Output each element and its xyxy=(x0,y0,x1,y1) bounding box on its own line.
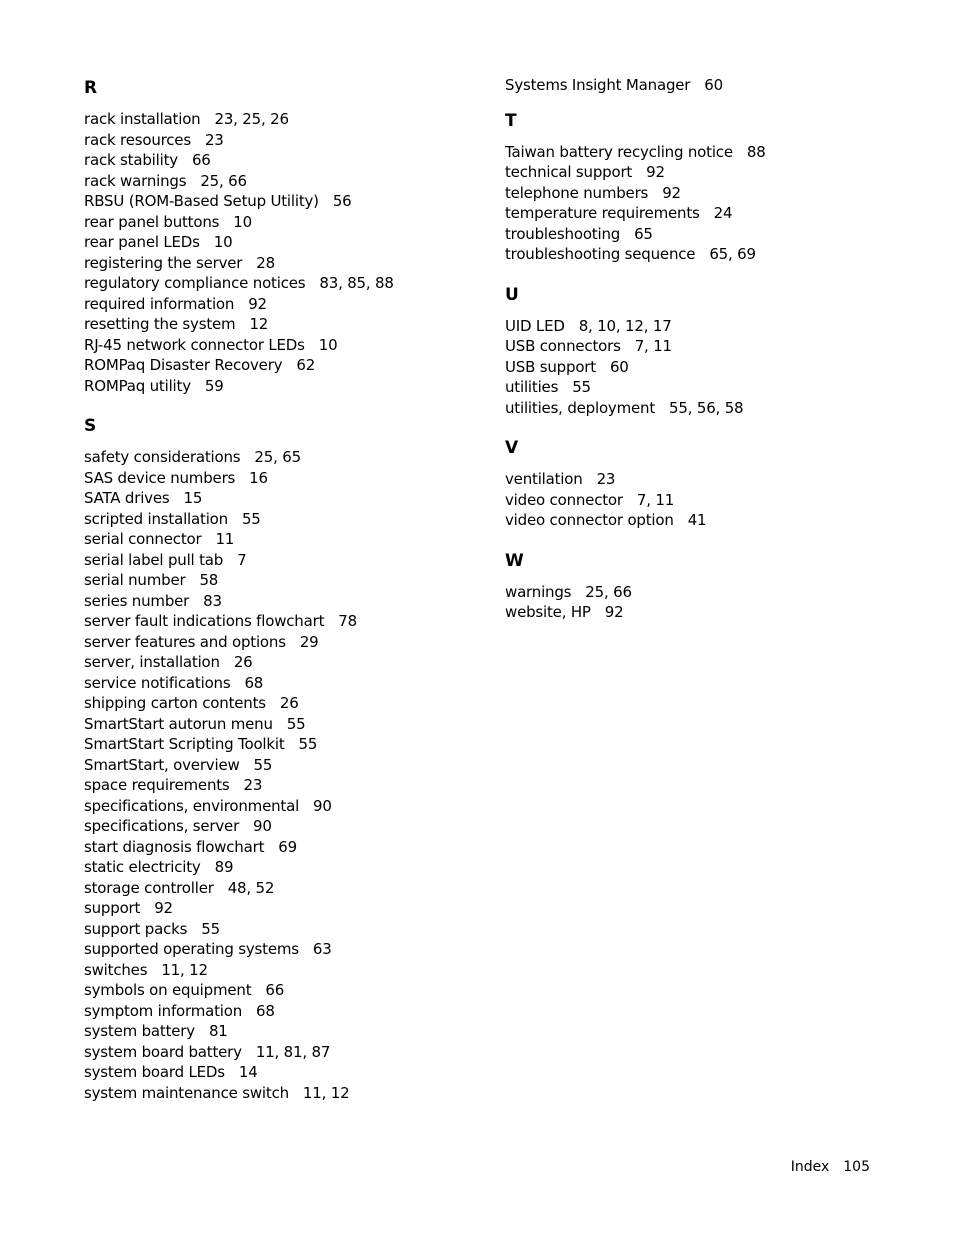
index-entry xyxy=(84,355,484,376)
index-term: space requirements xyxy=(84,776,230,794)
index-entry xyxy=(84,1001,484,1022)
index-entry xyxy=(84,335,484,356)
index-term: system board battery xyxy=(84,1042,242,1061)
index-section xyxy=(84,413,484,1103)
index-entry xyxy=(84,816,484,837)
index-pages: 12 xyxy=(249,315,269,333)
index-entry xyxy=(84,960,484,981)
index-pages: 14 xyxy=(238,1063,258,1081)
index-pages: 60 xyxy=(704,76,723,94)
index-pages: 68 xyxy=(256,1001,275,1020)
index-pages: 68 xyxy=(244,673,264,692)
index-pages: 11, 81, 87 xyxy=(255,1042,331,1061)
index-term: warnings xyxy=(505,582,572,601)
index-entry xyxy=(84,529,484,550)
index-entry xyxy=(84,837,484,858)
index-term: Systems Insight Manager xyxy=(505,76,691,94)
index-section xyxy=(505,435,905,531)
index-pages: 63 xyxy=(312,940,332,958)
index-term: rear panel LEDs xyxy=(84,233,200,251)
index-entry xyxy=(84,734,484,755)
index-pages: 69 xyxy=(278,837,297,856)
index-pages: 90 xyxy=(253,817,272,835)
right-column xyxy=(505,75,905,640)
index-pages: 48, 52 xyxy=(227,878,275,897)
index-pages: 55 xyxy=(253,755,273,774)
index-term: RBSU (ROM-Based Setup Utility) xyxy=(84,192,319,210)
index-term: serial label pull tab xyxy=(84,550,224,569)
index-term: telephone numbers xyxy=(505,183,649,202)
index-term: serial connector xyxy=(84,530,202,548)
index-entry xyxy=(84,775,484,796)
index-pages: 23 xyxy=(596,470,616,488)
index-pages: 56 xyxy=(332,192,352,210)
index-pages: 7, 11 xyxy=(634,337,672,355)
index-term: service notifications xyxy=(84,673,231,692)
continued-entries xyxy=(505,75,905,96)
index-entry xyxy=(84,1062,484,1083)
index-entry xyxy=(84,314,484,335)
index-entry xyxy=(84,468,484,489)
index-term: symbols on equipment xyxy=(84,981,252,999)
index-term: ventilation xyxy=(505,470,583,488)
index-entry xyxy=(84,673,484,694)
index-pages: 83, 85, 88 xyxy=(319,274,394,292)
index-term: utilities xyxy=(505,378,559,396)
index-pages: 81 xyxy=(208,1022,228,1040)
index-pages: 58 xyxy=(199,571,219,589)
section-letter: U xyxy=(505,284,519,305)
index-entry xyxy=(84,714,484,735)
page-number: 105 xyxy=(843,1159,870,1175)
section-letter: W xyxy=(505,550,524,571)
index-term: UID LED xyxy=(505,316,565,335)
index-term: required information xyxy=(84,294,235,313)
index-entry xyxy=(84,1083,484,1104)
index-entry xyxy=(505,316,905,337)
index-pages: 78 xyxy=(338,612,357,630)
index-term: SATA drives xyxy=(84,489,170,507)
index-term: video connector option xyxy=(505,511,674,529)
index-pages: 7, 11 xyxy=(636,490,675,509)
index-entry xyxy=(84,693,484,714)
index-term: ROMPaq utility xyxy=(84,376,191,395)
index-pages: 23, 25, 26 xyxy=(214,110,289,128)
index-term: SAS device numbers xyxy=(84,468,236,487)
index-term: Taiwan battery recycling notice xyxy=(505,142,733,161)
index-term: troubleshooting xyxy=(505,224,621,243)
index-term: storage controller xyxy=(84,878,214,897)
index-term: start diagnosis flowchart xyxy=(84,837,265,856)
page-footer xyxy=(791,1158,870,1176)
index-entry xyxy=(505,510,905,531)
index-pages: 92 xyxy=(662,183,681,202)
index-pages: 55 xyxy=(286,714,306,733)
index-term: series number xyxy=(84,591,190,610)
index-term: supported operating systems xyxy=(84,940,299,958)
index-entry xyxy=(505,224,905,245)
index-pages: 66 xyxy=(191,151,211,169)
index-term: website, HP xyxy=(505,603,591,621)
index-term: SmartStart autorun menu xyxy=(84,714,273,733)
index-entry xyxy=(84,755,484,776)
index-entry xyxy=(505,377,905,398)
index-entry xyxy=(84,232,484,253)
index-pages: 92 xyxy=(154,899,173,917)
index-term: rear panel buttons xyxy=(84,212,220,231)
index-term: system battery xyxy=(84,1022,195,1040)
index-pages: 59 xyxy=(204,376,224,395)
index-entry xyxy=(84,550,484,571)
index-entry xyxy=(84,212,484,233)
index-entry xyxy=(84,796,484,817)
index-pages: 15 xyxy=(183,489,203,507)
index-pages: 29 xyxy=(299,632,319,651)
index-pages: 26 xyxy=(233,653,253,671)
index-entry xyxy=(505,142,905,163)
index-term: specifications, server xyxy=(84,817,240,835)
index-term: SmartStart, overview xyxy=(84,755,240,774)
index-term: server features and options xyxy=(84,632,286,651)
index-pages: 83 xyxy=(203,591,222,610)
entry-list xyxy=(505,316,905,419)
index-term: rack resources xyxy=(84,130,191,149)
index-term: resetting the system xyxy=(84,315,236,333)
index-term: safety considerations xyxy=(84,448,241,466)
index-term: switches xyxy=(84,960,148,979)
index-term: server fault indications flowchart xyxy=(84,612,325,630)
index-entry xyxy=(84,273,484,294)
footer-label: Index xyxy=(790,1159,830,1175)
index-entry xyxy=(84,1021,484,1042)
index-term: troubleshooting sequence xyxy=(505,245,696,263)
index-entry xyxy=(84,150,484,171)
index-entry xyxy=(84,509,484,530)
section-letter: T xyxy=(505,110,517,131)
index-pages: 23 xyxy=(243,776,263,794)
index-pages: 55 xyxy=(572,378,591,396)
index-entry xyxy=(84,191,484,212)
index-term: temperature requirements xyxy=(505,204,700,222)
index-entry xyxy=(84,878,484,899)
entry-list xyxy=(84,447,484,1103)
index-pages: 90 xyxy=(313,796,332,815)
index-entry xyxy=(505,183,905,204)
index-entry xyxy=(84,447,484,468)
index-entry xyxy=(84,632,484,653)
index-term: system board LEDs xyxy=(84,1063,225,1081)
index-term: system maintenance switch xyxy=(84,1083,289,1102)
index-term: specifications, environmental xyxy=(84,796,300,815)
index-pages: 65 xyxy=(634,224,653,243)
index-entry xyxy=(505,244,905,265)
index-term: rack installation xyxy=(84,110,201,128)
index-term: support xyxy=(84,899,141,917)
index-entry xyxy=(84,652,484,673)
index-entry xyxy=(505,75,905,96)
index-term: rack stability xyxy=(84,151,178,169)
index-pages: 8, 10, 12, 17 xyxy=(578,316,672,335)
index-pages: 24 xyxy=(713,204,733,222)
index-pages: 25, 66 xyxy=(585,582,632,601)
index-pages: 26 xyxy=(279,694,299,712)
index-pages: 10 xyxy=(318,335,338,354)
index-pages: 55 xyxy=(298,735,318,753)
index-entry xyxy=(505,602,905,623)
index-pages: 92 xyxy=(646,163,665,181)
index-entry xyxy=(505,336,905,357)
index-term: shipping carton contents xyxy=(84,694,266,712)
index-entry xyxy=(505,203,905,224)
index-term: support packs xyxy=(84,919,188,938)
index-term: ROMPaq Disaster Recovery xyxy=(84,356,283,374)
index-pages: 25, 66 xyxy=(200,171,247,190)
index-entry xyxy=(84,591,484,612)
index-pages: 7 xyxy=(237,550,247,569)
index-pages: 10 xyxy=(233,212,252,231)
index-term: utilities, deployment xyxy=(505,398,656,417)
entry-list xyxy=(84,109,484,396)
index-pages: 62 xyxy=(296,356,316,374)
index-section xyxy=(84,75,484,396)
index-entry xyxy=(505,490,905,511)
entry-list xyxy=(505,469,905,531)
index-pages: 16 xyxy=(249,468,268,487)
index-term: RJ-45 network connector LEDs xyxy=(84,335,305,354)
index-pages: 92 xyxy=(604,603,624,621)
index-term: USB support xyxy=(505,357,596,376)
index-term: regulatory compliance notices xyxy=(84,274,306,292)
index-entry xyxy=(505,582,905,603)
index-entry xyxy=(505,469,905,490)
index-pages: 92 xyxy=(248,294,267,313)
index-term: symptom information xyxy=(84,1001,243,1020)
index-entry xyxy=(84,130,484,151)
index-section xyxy=(505,282,905,419)
index-pages: 10 xyxy=(213,233,233,251)
index-section xyxy=(505,108,905,265)
index-pages: 65, 69 xyxy=(709,245,756,263)
index-pages: 60 xyxy=(609,357,629,376)
index-term: USB connectors xyxy=(505,337,621,355)
section-letter: V xyxy=(505,438,519,458)
index-pages: 11 xyxy=(215,530,235,548)
index-entry xyxy=(84,857,484,878)
index-entry xyxy=(84,171,484,192)
index-pages: 88 xyxy=(746,142,766,161)
index-entry xyxy=(84,980,484,1001)
index-entry xyxy=(84,570,484,591)
index-term: scripted installation xyxy=(84,509,228,528)
index-entry xyxy=(84,376,484,397)
index-entry xyxy=(84,919,484,940)
index-pages: 11, 12 xyxy=(161,960,208,979)
index-pages: 55 xyxy=(241,509,261,528)
section-letter: R xyxy=(84,78,98,98)
index-entry xyxy=(505,398,905,419)
right-sections xyxy=(505,108,905,623)
index-term: serial number xyxy=(84,571,186,589)
entry-list xyxy=(505,142,905,265)
index-pages: 66 xyxy=(265,981,285,999)
index-term: rack warnings xyxy=(84,171,187,190)
entry-list xyxy=(505,582,905,623)
index-pages: 11, 12 xyxy=(302,1083,350,1102)
index-entry xyxy=(84,898,484,919)
index-term: video connector xyxy=(505,490,623,509)
index-term: SmartStart Scripting Toolkit xyxy=(84,735,285,753)
index-entry xyxy=(505,162,905,183)
index-entry xyxy=(84,294,484,315)
index-section xyxy=(505,548,905,623)
index-term: server, installation xyxy=(84,653,220,671)
section-letter: S xyxy=(84,416,97,436)
index-pages: 55, 56, 58 xyxy=(669,398,744,417)
index-term: registering the server xyxy=(84,253,243,272)
index-term: static electricity xyxy=(84,858,201,876)
index-pages: 41 xyxy=(687,511,707,529)
index-pages: 23 xyxy=(204,130,224,149)
index-pages: 55 xyxy=(201,919,220,938)
index-entry xyxy=(84,488,484,509)
left-column xyxy=(84,75,484,1120)
index-pages: 89 xyxy=(214,858,234,876)
index-entry xyxy=(505,357,905,378)
index-entry xyxy=(84,109,484,130)
index-entry xyxy=(84,1042,484,1063)
index-pages: 28 xyxy=(256,253,275,272)
index-entry xyxy=(84,939,484,960)
index-entry xyxy=(84,253,484,274)
index-pages: 25, 65 xyxy=(254,448,301,466)
index-term: technical support xyxy=(505,163,633,181)
index-entry xyxy=(84,611,484,632)
